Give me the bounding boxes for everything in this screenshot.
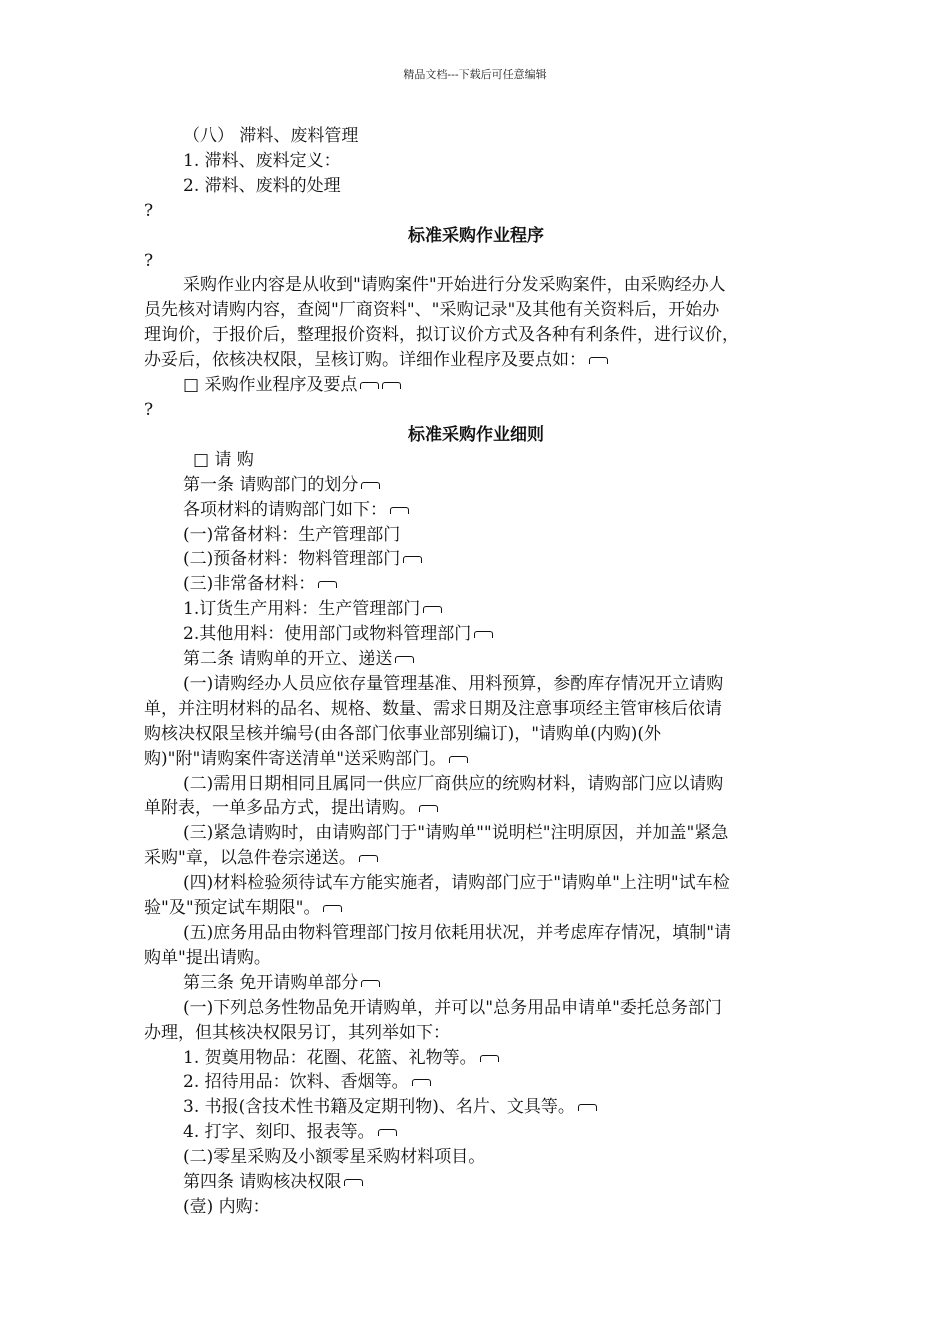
document-body <box>144 124 808 1220</box>
text-line <box>144 149 808 174</box>
line-text: (二)零星采购及小额零星采购材料项目。 <box>183 1147 486 1168</box>
text-line <box>144 348 808 373</box>
line-text: □ 请 购 <box>193 449 254 470</box>
line-text: ? <box>144 250 154 271</box>
text-line <box>144 647 808 672</box>
line-text: 2. 招待用品：饮料、香烟等。 <box>183 1072 409 1093</box>
line-text: 1. 滞料、废料定义： <box>183 150 341 171</box>
line-text: (三)紧急请购时，由请购部门于"请购单""说明栏"注明原因，并加盖"紧急 <box>183 823 729 844</box>
text-line <box>144 821 808 846</box>
line-text: 采购作业内容是从收到"请购案件"开始进行分发采购案件，由采购经办人 <box>183 275 726 296</box>
text-line <box>144 249 808 274</box>
line-text: 第四条 请购核决权限 <box>183 1172 342 1193</box>
line-text: 1.订货生产用料：生产管理部门 <box>183 599 421 620</box>
text-line <box>144 1120 808 1145</box>
line-text: 办理，但其核决权限另订，其列举如下： <box>144 1022 450 1043</box>
line-text: 3. 书报(含技术性书籍及定期刊物)、名片、文具等。 <box>183 1097 575 1118</box>
text-line <box>144 174 808 199</box>
text-line <box>144 722 808 747</box>
return-mark-icon <box>578 1104 597 1111</box>
text-line <box>144 199 808 224</box>
text-line <box>144 796 808 821</box>
text-line <box>144 871 808 896</box>
line-text: 第三条 免开请购单部分 <box>183 972 359 993</box>
return-mark-icon <box>361 980 380 987</box>
return-mark-icon <box>318 581 337 588</box>
return-mark-icon <box>449 756 468 763</box>
text-line <box>144 597 808 622</box>
line-text: 单附表，一单多品方式，提出请购。 <box>144 798 416 819</box>
return-mark-icon <box>480 1055 499 1062</box>
return-mark-icon <box>382 382 401 389</box>
page-header: 精品文档---下载后可任意编辑 <box>403 68 547 81</box>
text-line <box>144 273 808 298</box>
text-line <box>144 398 808 423</box>
text-line <box>144 323 808 348</box>
line-text: 采购"章，以急件卷宗递送。 <box>144 848 356 869</box>
line-text: 第二条 请购单的开立、递送 <box>183 649 393 670</box>
line-text: 各项材料的请购部门如下： <box>183 499 387 520</box>
return-mark-icon <box>323 905 342 912</box>
line-text: 购)"附"请购案件寄送清单"送采购部门。 <box>144 748 447 769</box>
line-text: (一)常备材料：生产管理部门 <box>183 524 401 545</box>
text-line <box>144 1070 808 1095</box>
return-mark-icon <box>361 482 380 489</box>
line-text: (一)下列总务性物品免开请购单，并可以"总务用品申请单"委托总务部门 <box>183 997 722 1018</box>
text-line <box>144 946 808 971</box>
text-line <box>144 1095 808 1120</box>
text-line <box>144 747 808 772</box>
section-title <box>144 423 808 448</box>
line-text: (五)庶务用品由物料管理部门按月依耗用状况，并考虑库存情况，填制"请 <box>183 923 732 943</box>
return-mark-icon <box>423 606 442 613</box>
text-line <box>144 896 808 921</box>
return-mark-icon <box>390 507 409 514</box>
return-mark-icon <box>412 1079 431 1086</box>
line-text: (一)请购经办人员应依存量管理基准、用料预算，参酌库存情况开立请购 <box>183 673 724 694</box>
text-line <box>144 373 808 398</box>
line-text: （八） 滞料、废料管理 <box>183 126 359 146</box>
line-text: 理询价，于报价后，整理报价资料，拟订议价方式及各种有利条件，进行议价， <box>144 325 739 346</box>
return-mark-icon <box>474 631 493 638</box>
text-line <box>144 124 808 149</box>
text-line <box>144 572 808 597</box>
line-text: 购核决权限呈核并编号(由各部门依事业部别编订)，"请购单(内购)(外 <box>144 723 661 744</box>
line-text: 单，并注明材料的品名、规格、数量、需求日期及注意事项经主管审核后依请 <box>144 698 722 719</box>
text-line <box>144 672 808 697</box>
text-line <box>144 448 808 473</box>
text-line <box>144 697 808 722</box>
text-line <box>144 473 808 498</box>
line-text: 标准采购作业程序 <box>408 225 544 246</box>
text-line <box>144 1046 808 1071</box>
text-line <box>144 1145 808 1170</box>
line-text: 验"及"预定试车期限"。 <box>144 898 321 919</box>
return-mark-icon <box>360 382 379 389</box>
return-mark-icon <box>403 556 422 563</box>
text-line <box>144 921 808 946</box>
line-text: 4. 打字、刻印、报表等。 <box>183 1122 375 1143</box>
line-text: 第一条 请购部门的划分 <box>183 474 359 495</box>
text-line <box>144 846 808 871</box>
section-title <box>144 224 808 249</box>
return-mark-icon <box>419 805 438 812</box>
line-text: 1. 贺奠用物品：花圈、花篮、礼物等。 <box>183 1047 477 1068</box>
line-text: (三)非常备材料： <box>183 574 316 595</box>
line-text: (二)预备材料：物料管理部门 <box>183 549 401 570</box>
text-line <box>144 1021 808 1046</box>
line-text: 办妥后，依核决权限，呈核订购。详细作业程序及要点如： <box>144 350 586 371</box>
line-text: 2. 滞料、废料的处理 <box>183 175 341 196</box>
line-text: 标准采购作业细则 <box>408 424 544 445</box>
line-text: 2.其他用料：使用部门或物料管理部门 <box>183 624 472 645</box>
text-line <box>144 996 808 1021</box>
text-line <box>144 298 808 323</box>
return-mark-icon <box>395 656 414 663</box>
text-line <box>144 498 808 523</box>
text-line <box>144 523 808 548</box>
text-line <box>144 547 808 572</box>
return-mark-icon <box>344 1179 363 1186</box>
text-line <box>144 622 808 647</box>
line-text: ? <box>144 399 154 420</box>
text-line <box>144 1170 808 1195</box>
line-text: 购单"提出请购。 <box>144 947 271 968</box>
line-text: (四)材料检验须待试车方能实施者，请购部门应于"请购单"上注明"试车检 <box>183 873 730 894</box>
text-line <box>144 1195 808 1220</box>
line-text: (二)需用日期相同且属同一供应厂商供应的统购材料，请购部门应以请购 <box>183 773 724 794</box>
line-text: (壹) 内购： <box>183 1196 270 1217</box>
line-text: 员先核对请购内容，查阅"厂商资料"、"采购记录"及其他有关资料后，开始办 <box>144 300 720 321</box>
text-line <box>144 772 808 797</box>
return-mark-icon <box>359 855 378 862</box>
return-mark-icon <box>589 357 608 364</box>
line-text: ? <box>144 200 154 221</box>
line-text: □ 采购作业程序及要点 <box>183 375 358 396</box>
text-line <box>144 971 808 996</box>
return-mark-icon <box>378 1129 397 1136</box>
